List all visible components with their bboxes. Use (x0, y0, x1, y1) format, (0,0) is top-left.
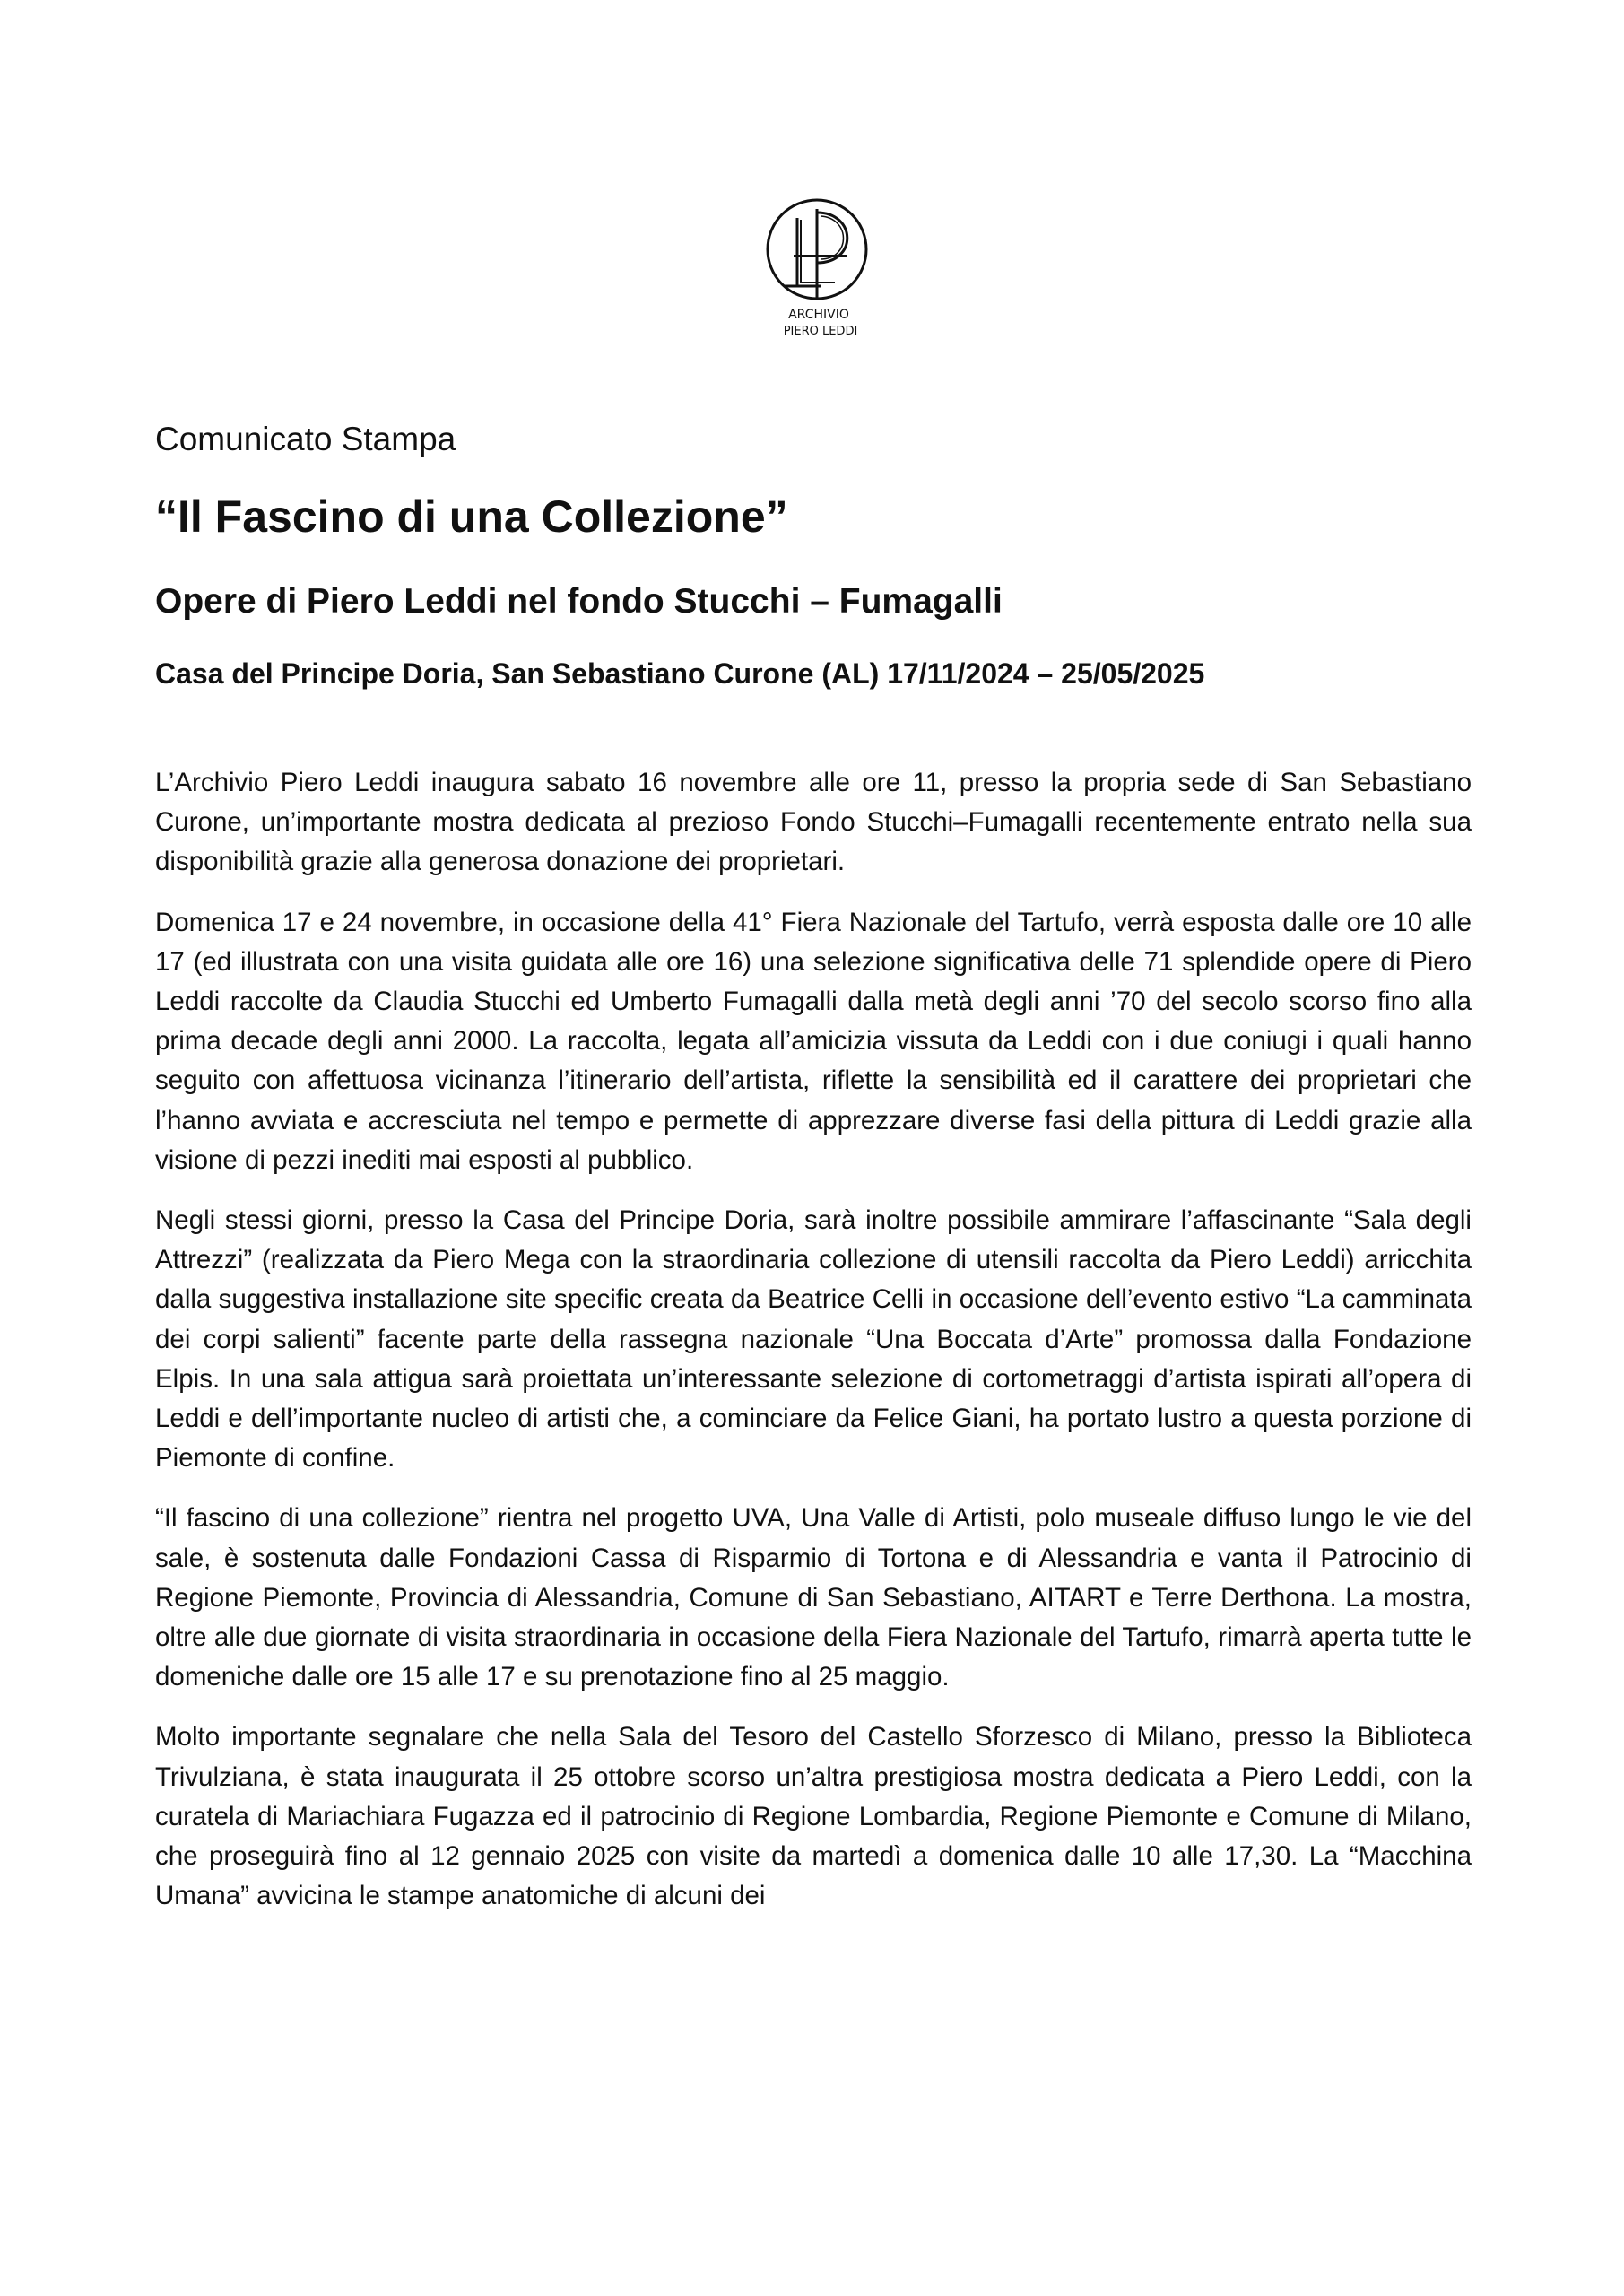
archive-logo (758, 193, 883, 350)
body-paragraph-4: “Il fascino di una collezione” rientra nel progetto UVA, Una Valle di Artisti, polo museale diffuso lungo le vie del sale, è sostenuta dalle Fondazioni Cassa di Risparmio di Tortona e di Alessandria e vanta il Patrocinio di Regione Piemonte, Provincia di Alessandria, Comune di San Sebastiano, AITART e Terre Derthona. La mostra, oltre alle due giornate di visita straordinaria in occasione della Fiera Nazionale del Tartufo, rimarrà aperta tutte le domeniche dalle ore 15 alle 17 e su prenotazione fino al 25 maggio. (155, 1503, 1472, 1692)
body-paragraph-2: Domenica 17 e 24 novembre, in occasione della 41° Fiera Nazionale del Tartufo, verrà esposta dalle ore 10 alle 17 (ed illustrata con una visita guidata alle ore 16) una selezione significativa delle 71 splendide opere di Piero Leddi raccolte da Claudia Stucchi ed Umberto Fumagalli dalla metà degli anni ’70 del secolo scorso fino alla prima decade degli anni 2000. La raccolta, legata all’amicizia vissuta da Leddi con i due coniugi i quali hanno seguito con affettuosa vicinanza l’itinerario dell’artista, riflette la sensibilità ed il carattere dei proprietari che l’hanno avviata e accresciuta nel tempo e permette di apprezzare diverse fasi della pittura di Leddi grazie alla visione di pezzi inediti mai esposti al pubblico. (155, 907, 1472, 1175)
document-type-label: Comunicato Stampa (155, 421, 456, 457)
archive-logo-mark (758, 193, 883, 350)
exhibition-title: “Il Fascino di una Collezione” (155, 491, 788, 542)
logo-text-archivio: ARCHIVIO (788, 308, 849, 322)
body-paragraph-5: Molto importante segnalare che nella Sala del Tesoro del Castello Sforzesco di Milano, presso la Biblioteca Trivulziana, è stata inaugurata il 25 ottobre scorso un’altra prestigiosa mostra dedicata a Piero Leddi, con la curatela di Mariachiara Fugazza ed il patrocinio di Regione Lombardia, Regione Piemonte e Comune di Milano, che proseguirà fino al 12 gennaio 2025 con visite da martedì a domenica dalle 10 alle 17,30. La “Macchina Umana” avvicina le stampe anatomiche di alcuni dei (155, 1722, 1472, 1911)
press-release-content (155, 417, 1472, 1936)
body-paragraph-3: Negli stessi giorni, presso la Casa del Principe Doria, sarà inoltre possibile ammirare l’affascinante “Sala degli Attrezzi” (realizzata da Piero Mega con la straordinaria collezione di utensili raccolta da Piero Leddi) arricchita dalla suggestiva installazione site specific creata da Beatrice Celli in occasione dell’evento estivo “La camminata dei corpi salienti” facente parte della rassegna nazionale “Una Boccata d’Arte” promossa dalla Fondazione Elpis. In una sala attigua sarà proiettata un’interessante selezione di cortometraggi d’artista ispirati all’opera di Leddi e dell’importante nucleo di artisti che, a cominciare da Felice Giani, ha portato lustro a questa porzione di Piemonte di confine. (155, 1205, 1472, 1474)
exhibition-venue-dates: Casa del Principe Doria, San Sebastiano Curone (AL) 17/11/2024 – 25/05/2025 (155, 657, 1205, 690)
logo-text-piero-leddi: PIERO LEDDI (783, 325, 858, 338)
body-paragraph-1: L’Archivio Piero Leddi inaugura sabato 16 novembre alle ore 11, presso la propria sede di San Sebastiano Curone, un’importante mostra dedicata al prezioso Fondo Stucchi–Fumagalli recentemente entrato nella sua disponibilità grazie alla generosa donazione dei proprietari. (155, 768, 1472, 877)
exhibition-subtitle: Opere di Piero Leddi nel fondo Stucchi – Fumagalli (155, 582, 1003, 621)
